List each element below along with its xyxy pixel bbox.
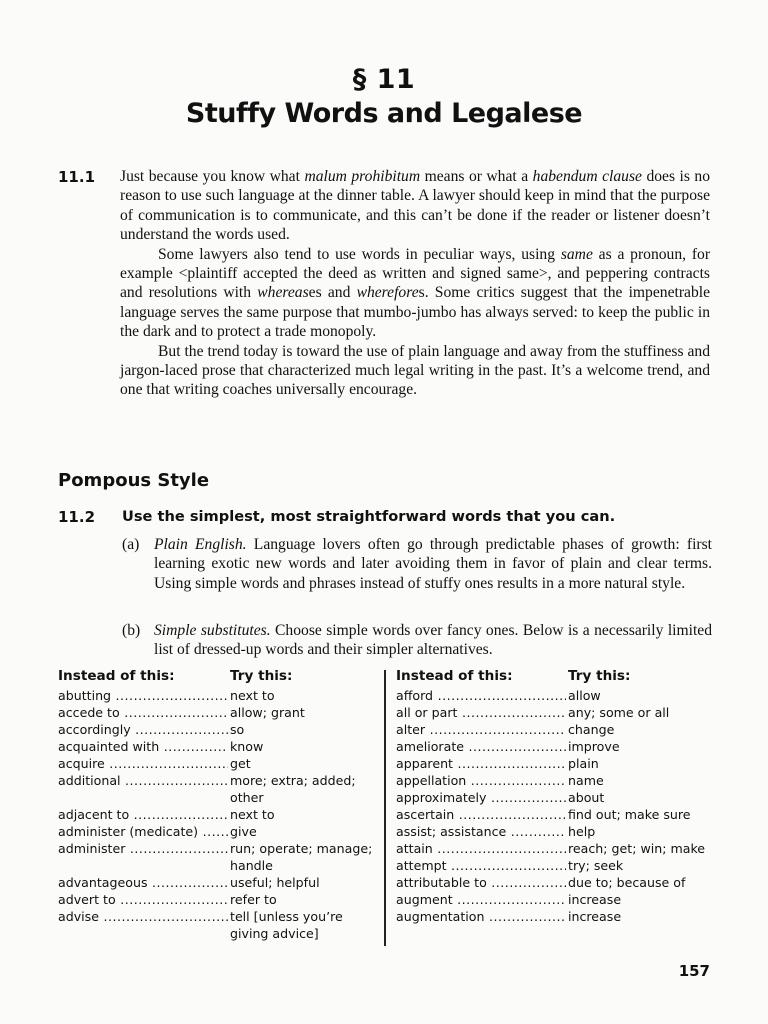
section-number: § 11 <box>352 64 416 95</box>
text-run: es and <box>308 284 357 302</box>
simple-alternative: name <box>568 773 604 788</box>
simple-alternative: know <box>230 739 264 754</box>
table-row <box>58 874 376 891</box>
simple-alternative: plain <box>568 756 599 771</box>
term-whereas: whereas <box>257 284 309 302</box>
table-row <box>396 823 714 840</box>
simple-alternative: due to; because of <box>568 875 686 890</box>
page-number: 157 <box>678 962 710 980</box>
simple-alternative: increase <box>568 909 622 924</box>
simple-alternative: reach; get; win; make <box>568 841 706 856</box>
stuffy-term: apparent ..... <box>396 755 566 772</box>
text-run: Some lawyers also tend to use words in peculiar ways, using <box>158 245 561 263</box>
simple-alternative: tell [unless you’re giving advice] <box>230 909 343 941</box>
stuffy-term: attempt ..... <box>396 857 566 874</box>
table-row <box>396 789 714 806</box>
subsection-a-label: (a) <box>122 536 140 553</box>
stuffy-term: all or part ..... <box>396 704 566 721</box>
header-try: Try this: <box>568 668 631 684</box>
table-row <box>58 891 376 908</box>
right-rows <box>396 687 714 925</box>
stuffy-term: alter ..... <box>396 721 566 738</box>
header-instead: Instead of this: <box>396 668 513 684</box>
table-row <box>396 755 714 772</box>
simple-alternative: so <box>230 722 245 737</box>
table-row <box>396 721 714 738</box>
simple-alternative: change <box>568 722 615 737</box>
paragraph-11-1 <box>120 167 710 400</box>
subsection-a <box>122 535 712 593</box>
section-title: Stuffy Words and Legalese <box>185 98 583 129</box>
subsection-a-title: Plain English. <box>154 536 247 553</box>
text-run: as a pronoun, for example <plaintiff accepted the deed as written and signed same>, and peppering contracts and resolutions with <box>120 245 711 302</box>
simple-alternative: allow <box>568 688 601 703</box>
table-row <box>58 704 376 721</box>
stuffy-term: advantageous ..... <box>58 874 228 891</box>
table-row <box>396 840 714 857</box>
stuffy-term: advise ..... <box>58 908 228 942</box>
table-row <box>396 891 714 908</box>
simple-alternative: allow; grant <box>230 705 305 720</box>
stuffy-term: augmentation ..... <box>396 908 566 925</box>
paragraph-11-1-p2 <box>120 245 710 342</box>
text-run: does is no reason to use such language at the dinner table. A lawyer should keep in mind that the purpose of communication is to communicate, and this can’t be done if the reader or listener doesn’t understand the words used. <box>120 168 711 244</box>
table-header <box>58 668 376 687</box>
simple-alternative: run; operate; manage; handle <box>230 841 373 873</box>
stuffy-term: appellation ..... <box>396 772 566 789</box>
rule-11-2: Use the simplest, most straightforward words that you can. <box>122 508 616 525</box>
table-row <box>58 772 376 806</box>
stuffy-term: administer (medicate) ..... <box>58 823 228 840</box>
table-row <box>58 823 376 840</box>
table-row <box>58 806 376 823</box>
table-row <box>58 755 376 772</box>
simple-alternative: get <box>230 756 251 771</box>
term-wherefore: wherefore <box>356 284 419 302</box>
table-row <box>58 687 376 704</box>
table-row <box>396 857 714 874</box>
table-row <box>396 738 714 755</box>
table-row <box>58 721 376 738</box>
simple-alternative: useful; helpful <box>230 875 320 890</box>
simple-alternative: increase <box>568 892 622 907</box>
column-divider <box>384 670 386 946</box>
term-same: same <box>560 245 593 263</box>
text-run: s. Some critics suggest that the impenetrable language serves the same purpose that mumbo-jumbo has always served: to keep the public in the dark and to protect a trade monopoly. <box>120 284 710 341</box>
stuffy-term: accordingly ..... <box>58 721 228 738</box>
stuffy-term: afford ..... <box>396 687 566 704</box>
subsection-b-title: Simple substitutes. <box>154 622 271 639</box>
table-row <box>58 738 376 755</box>
text-run: means or what a <box>420 168 533 185</box>
simple-alternative: more; extra; added; other <box>230 773 356 805</box>
text-run: Language lovers often go through predictable phases of growth: first learning exotic new words and later avoiding them in favor of plain and clear terms. Using simple words and phrases instead of stuffy ones results in a more natural style. <box>154 536 713 592</box>
paragraph-number-11-2: 11.2 <box>58 508 96 526</box>
simple-alternative: refer to <box>230 892 277 907</box>
term-malum-prohibitum: malum prohibitum <box>304 168 421 185</box>
header-try: Try this: <box>230 668 293 684</box>
paragraph-number-11-1: 11.1 <box>58 168 96 186</box>
table-row <box>396 874 714 891</box>
stuffy-term: approximately ..... <box>396 789 566 806</box>
simple-alternative: help <box>568 824 596 839</box>
stuffy-term: attributable to ..... <box>396 874 566 891</box>
stuffy-term: adjacent to ..... <box>58 806 228 823</box>
simple-alternative: next to <box>230 688 275 703</box>
table-row <box>58 840 376 874</box>
simple-alternative: next to <box>230 807 275 822</box>
table-row <box>396 704 714 721</box>
subsection-b-label: (b) <box>122 622 141 639</box>
simple-alternative: any; some or all <box>568 705 670 720</box>
subsection-b-text <box>154 621 712 660</box>
stuffy-term: attain ..... <box>396 840 566 857</box>
stuffy-term: assist; assistance ..... <box>396 823 566 840</box>
heading-pompous-style: Pompous Style <box>58 470 210 491</box>
subsection-a-text <box>154 535 712 593</box>
text-run: Choose simple words over fancy ones. Below is a necessarily limited list of dressed-up words and their simpler alternatives. <box>154 622 712 659</box>
stuffy-term: accede to ..... <box>58 704 228 721</box>
simple-alternative: find out; make sure <box>568 807 691 822</box>
term-habendum-clause: habendum clause <box>532 168 642 185</box>
text-run: Just because you know what <box>120 168 305 185</box>
table-row <box>396 772 714 789</box>
stuffy-term: administer ..... <box>58 840 228 874</box>
left-rows <box>58 687 376 942</box>
stuffy-term: augment ..... <box>396 891 566 908</box>
stuffy-term: acquainted with ..... <box>58 738 228 755</box>
stuffy-term: advert to ..... <box>58 891 228 908</box>
table-row <box>58 908 376 942</box>
subsection-b <box>122 621 712 660</box>
stuffy-term: ascertain ..... <box>396 806 566 823</box>
header-instead: Instead of this: <box>58 668 175 684</box>
table-row <box>396 687 714 704</box>
simple-alternative: try; seek <box>568 858 624 873</box>
stuffy-term: acquire ..... <box>58 755 228 772</box>
table-column-right <box>396 668 714 925</box>
paragraph-11-1-p3: But the trend today is toward the use of plain language and away from the stuffiness and jargon-laced prose that characterized much legal writing in the past. It’s a welcome trend, and one that writing coaches universally encourage. <box>120 342 710 399</box>
simple-alternative: give <box>230 824 257 839</box>
table-header <box>396 668 714 687</box>
simple-alternative: about <box>568 790 605 805</box>
stuffy-term: ameliorate ..... <box>396 738 566 755</box>
table-column-left <box>58 668 376 942</box>
stuffy-term: additional ..... <box>58 772 228 806</box>
paragraph-11-1-p1 <box>120 167 710 245</box>
table-row <box>396 908 714 925</box>
table-row <box>396 806 714 823</box>
stuffy-term: abutting ..... <box>58 687 228 704</box>
simple-alternative: improve <box>568 739 620 754</box>
